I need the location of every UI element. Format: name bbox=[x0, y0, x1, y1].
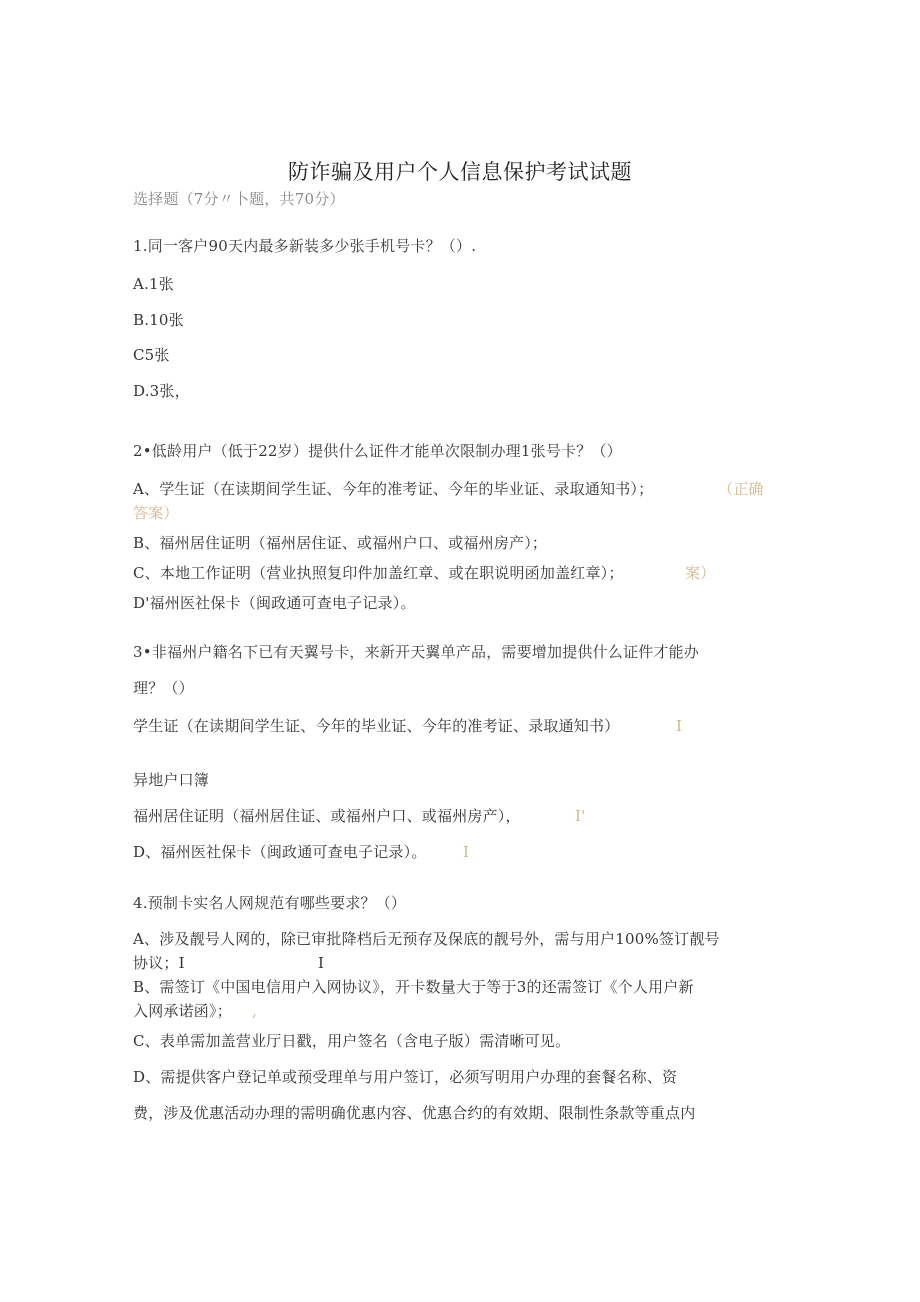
question-1-option-d: D.3张， bbox=[133, 382, 190, 400]
question-4-option-b-line2: 入网承诺函》； bbox=[133, 1002, 232, 1020]
question-3-option-d: D、福州医社保卡（闽政通可查电子记录）。 bbox=[133, 843, 427, 861]
question-4-option-d-line2: 费，涉及优惠活动办理的需明确优惠内容、优惠合约的有效期、限制性条款等重点内 bbox=[133, 1104, 696, 1122]
question-2-answer-mark: （正确 bbox=[718, 480, 764, 498]
question-3-option-d-mark: I bbox=[463, 843, 470, 861]
question-4-option-d-line1: D、需提供客户登记单或预受理单与用户签订，必须写明用户办理的套餐名称、资 bbox=[133, 1068, 678, 1086]
question-2-option-d: D'福州医社保卡（闽政通可查电子记录）。 bbox=[133, 594, 416, 612]
question-3-option-a-mark: I bbox=[676, 717, 683, 735]
question-3-option-a: 学生证（在读期间学生证、今年的毕业证、今年的准考证、录取通知书） bbox=[133, 717, 620, 735]
question-2-option-a: A、学生证（在读期间学生证、今年的准考证、今年的毕业证、录取通知书）； bbox=[133, 480, 654, 498]
question-3-text-line1: 3•非福州户籍名下已有天翼号卡，来新开天翼单产品，需要增加提供什么证件才能办 bbox=[133, 643, 699, 661]
question-2-option-c-mark: 案） bbox=[685, 564, 716, 582]
question-2-text: 2•低龄用户（低于22岁）提供什么证件才能单次限制办理1张号卡？（） bbox=[133, 442, 622, 460]
question-2-option-b: B、福州居住证明（福州居住证、或福州户口、或福州房产）； bbox=[133, 534, 548, 552]
question-3-option-c-mark: I' bbox=[575, 807, 586, 825]
question-4-option-b-mark: , bbox=[252, 1002, 257, 1020]
question-1-option-c: C5张 bbox=[133, 346, 170, 364]
question-2-answer-mark-cont: 答案） bbox=[133, 504, 179, 522]
question-4-option-a-mark: I bbox=[318, 954, 325, 972]
question-1-text: 1.同一客户90天内最多新装多少张手机号卡？（）. bbox=[133, 237, 477, 255]
question-4-option-a-line2: 协议；I bbox=[133, 954, 185, 972]
question-4-text: 4.预制卡实名人网规范有哪些要求？（） bbox=[133, 894, 407, 912]
question-4-option-b-line1: B、需签订《中国电信用户入网协议》，开卡数量大于等于3的还需签订《个人用户新 bbox=[133, 978, 694, 996]
document-title: 防诈骗及用户个人信息保护考试试题 bbox=[288, 160, 632, 184]
question-3-option-b: 异地户口簿 bbox=[133, 771, 210, 789]
question-2-option-c: C、本地工作证明（营业执照复印件加盖红章、或在职说明函加盖红章）； bbox=[133, 564, 624, 582]
question-4-option-c: C、表单需加盖营业厅日戳，用户签名（含电子版）需清晰可见。 bbox=[133, 1032, 571, 1050]
question-1-option-b: B.10张 bbox=[133, 311, 184, 329]
question-1-option-a: A.1张 bbox=[133, 275, 174, 293]
question-4-option-a-line1: A、涉及靓号人网的，除已审批降档后无预存及保底的靓号外，需与用户100%签订靓号 bbox=[133, 930, 720, 948]
section-subtitle: 选择题（7分〃卜题，共70分） bbox=[133, 190, 345, 208]
question-3-option-c: 福州居住证明（福州居住证、或福州户口、或福州房产）， bbox=[133, 807, 521, 825]
question-3-text-line2: 理？（） bbox=[133, 679, 194, 697]
